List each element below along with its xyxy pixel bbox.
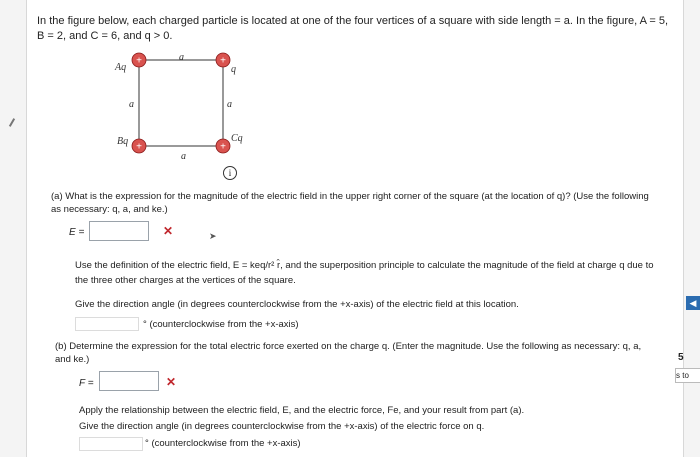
problem-intro: In the figure below, each charged particle is located at one of the four vertices of a square with side length = a. In the figure, A = 5, B = 2, and C = 6, and q > 0. — [37, 15, 669, 42]
part-b-angle-prompt: Give the direction angle (in degrees counterclockwise from the +x-axis) of the electric force on q. — [79, 421, 485, 432]
charge-bottom-right-marker — [216, 139, 230, 153]
svg-text:+: + — [220, 55, 226, 67]
question-card — [26, 0, 684, 457]
svg-text:+: + — [136, 55, 142, 67]
part-a-answer-label: E = — [69, 227, 85, 238]
charge-label-cq: Cq — [231, 133, 243, 144]
charge-top-right-marker — [216, 53, 230, 67]
part-b-angle-input[interactable] — [79, 437, 143, 451]
part-a-angle-unit: ° (counterclockwise from the +x-axis) — [143, 319, 299, 330]
side-label-left: a — [129, 99, 134, 110]
charge-label-bq: Bq — [117, 136, 129, 147]
part-a-feedback: Use the definition of the electric field, E = keq/r² r̂, and the superposition principle to calculate the magnitude of the field at charge q due to the three other charges at the vertices of the square. — [75, 260, 654, 286]
svg-text:+: + — [220, 141, 226, 153]
part-b-feedback: Apply the relationship between the electric field, E, and the electric force, Fe, and your result from part (a). — [79, 405, 525, 416]
part-b-answer-input[interactable] — [99, 371, 159, 391]
part-b-angle-unit: ° (counterclockwise from the +x-axis) — [145, 438, 301, 449]
charge-top-left-marker — [132, 53, 146, 67]
side-number: 5 — [678, 352, 684, 363]
charge-bottom-left-marker — [132, 139, 146, 153]
svg-text:+: + — [136, 141, 142, 153]
square-figure — [87, 50, 247, 162]
charge-label-q: q — [231, 64, 236, 75]
part-a-incorrect-icon: ✕ — [163, 224, 174, 238]
cursor-icon: ➤ — [209, 231, 217, 241]
part-a-angle-input[interactable] — [75, 317, 139, 331]
part-b-answer-label: F = — [79, 378, 94, 389]
info-icon[interactable]: i — [223, 166, 237, 180]
side-panel-toggle-icon[interactable]: ◀ — [686, 296, 700, 310]
part-b-incorrect-icon: ✕ — [166, 375, 177, 389]
side-label-top: a — [179, 52, 184, 63]
part-b-question: (b) Determine the expression for the total electric force exerted on the charge q. (Enter the magnitude. Use the following as necessary: q, a, and ke.) — [55, 341, 642, 365]
part-a-question: (a) What is the expression for the magnitude of the electric field in the upper right corner of the square (at the location of q)? (Use the following as necessary: q, a, and ke.) — [51, 191, 649, 215]
side-label-bottom: a — [181, 151, 186, 162]
part-a-angle-prompt: Give the direction angle (in degrees counterclockwise from the +x-axis) of the electric field at this location. — [75, 299, 519, 310]
side-text-snippet: s to — [675, 368, 700, 383]
square-diagram — [87, 50, 247, 162]
margin-tick-mark — [9, 118, 15, 127]
part-a-answer-input[interactable] — [89, 221, 149, 241]
side-label-right: a — [227, 99, 232, 110]
charge-label-aq: Aq — [115, 62, 127, 73]
